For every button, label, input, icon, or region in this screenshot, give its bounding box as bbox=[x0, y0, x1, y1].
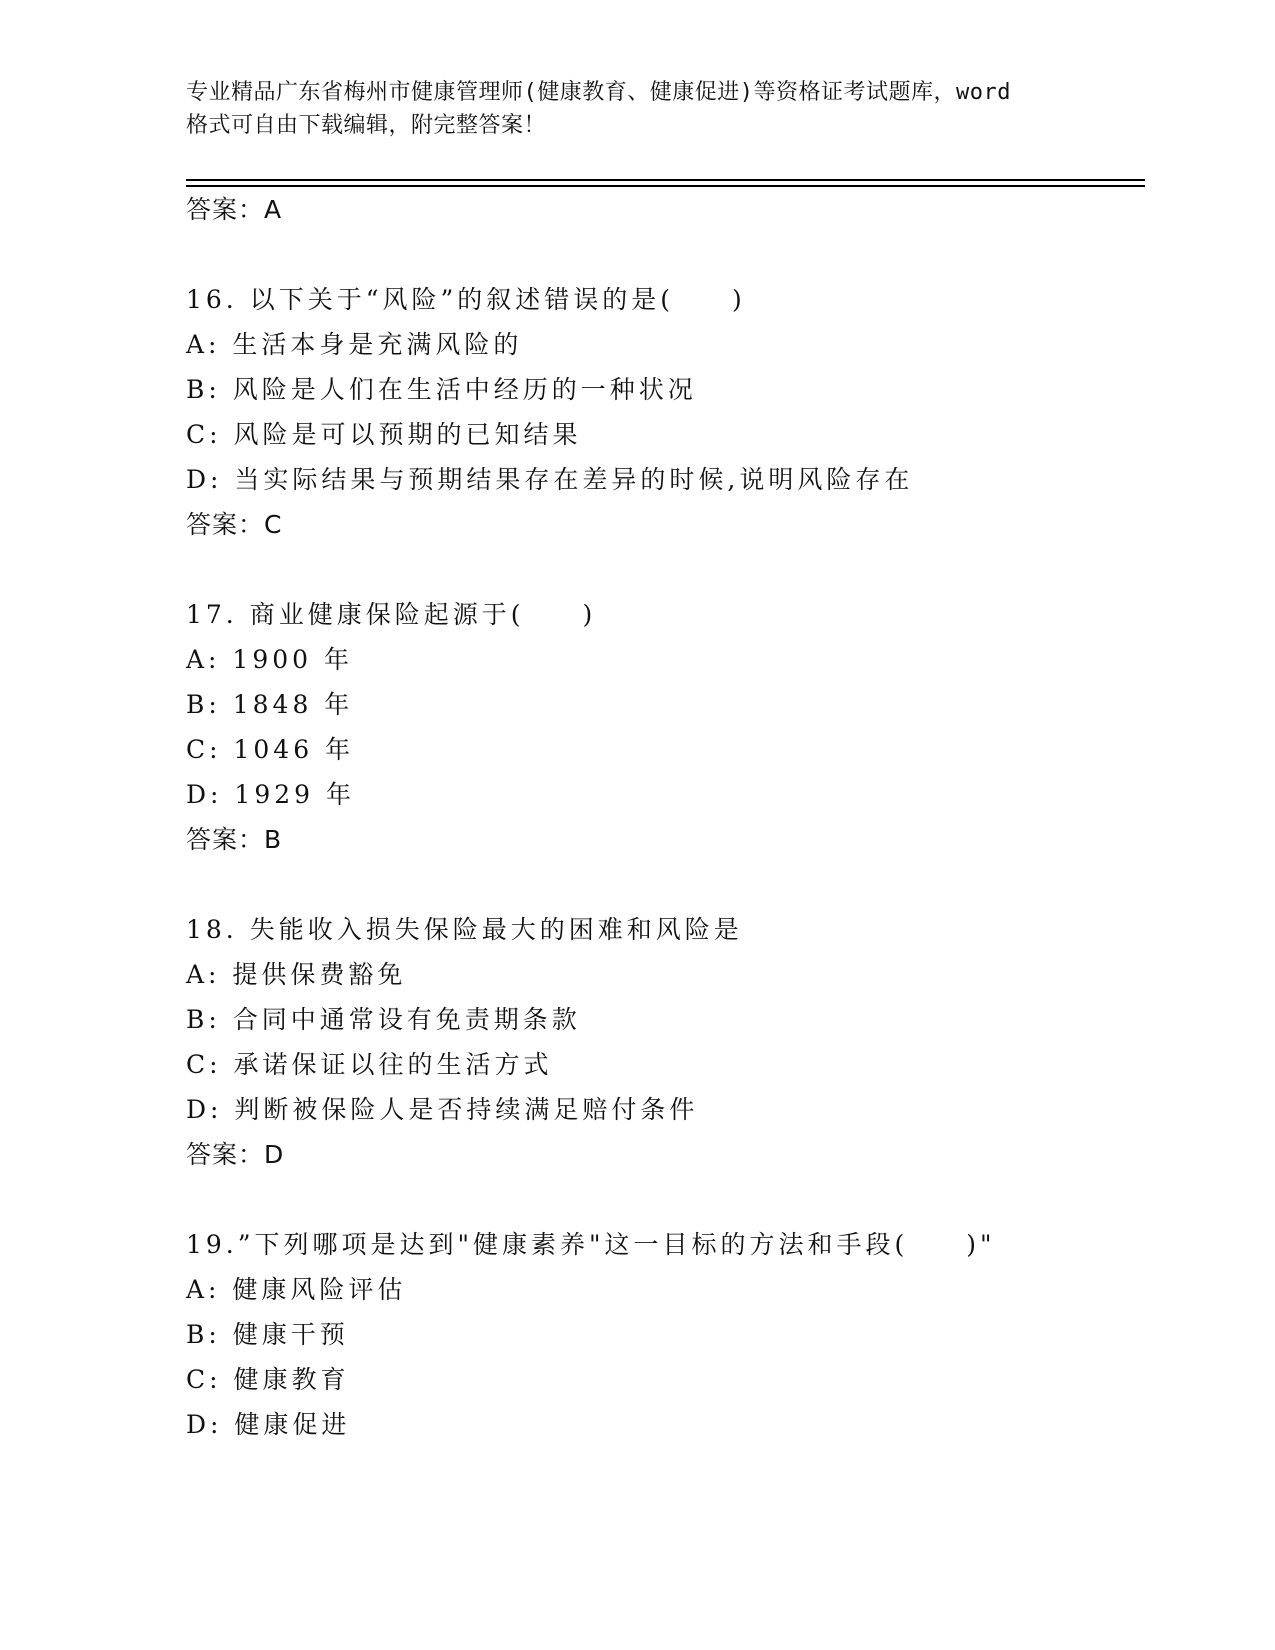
option-c: C: 承诺保证以往的生活方式 bbox=[186, 1050, 553, 1079]
option-d: D: 当实际结果与预期结果存在差异的时候,说明风险存在 bbox=[186, 465, 914, 494]
option-b: B: 风险是人们在生活中经历的一种状况 bbox=[186, 375, 697, 404]
question-stem: 18. 失能收入损失保险最大的困难和风险是 bbox=[186, 915, 743, 944]
option-d: D: 1929 年 bbox=[186, 780, 355, 809]
option-c: C: 风险是可以预期的已知结果 bbox=[186, 420, 582, 449]
option-a: A: 1900 年 bbox=[186, 645, 353, 674]
answer-label: 答案：C bbox=[186, 510, 283, 539]
option-a: A: 生活本身是充满风险的 bbox=[186, 330, 523, 359]
answer-label: 答案：B bbox=[186, 825, 283, 854]
option-a: A: 提供保费豁免 bbox=[186, 960, 407, 989]
option-b: B: 1848 年 bbox=[186, 690, 354, 719]
question-19 bbox=[186, 1222, 1136, 1447]
option-b: B: 合同中通常设有免责期条款 bbox=[186, 1005, 581, 1034]
option-a: A: 健康风险评估 bbox=[186, 1275, 407, 1304]
answer-label: 答案：D bbox=[186, 1140, 285, 1169]
question-18 bbox=[186, 907, 1136, 1177]
header-rule-top bbox=[186, 179, 1145, 181]
header-line-2: 格式可自由下载编辑，附完整答案！ bbox=[186, 113, 547, 138]
answer-label: 答案：A bbox=[186, 195, 283, 224]
document-header bbox=[186, 76, 1086, 142]
question-16 bbox=[186, 277, 1136, 547]
question-17 bbox=[186, 592, 1136, 862]
question-stem: 16. 以下关于“风险”的叙述错误的是( ) bbox=[186, 285, 746, 314]
question-list bbox=[186, 187, 1136, 1447]
question-stem: 17. 商业健康保险起源于( ) bbox=[186, 600, 597, 629]
option-c: C: 健康教育 bbox=[186, 1365, 350, 1394]
option-d: D: 判断被保险人是否持续满足赔付条件 bbox=[186, 1095, 699, 1124]
option-b: B: 健康干预 bbox=[186, 1320, 349, 1349]
option-d: D: 健康促进 bbox=[186, 1410, 351, 1439]
header-line-1: 专业精品广东省梅州市健康管理师(健康教育、健康促进)等资格证考试题库，word bbox=[186, 80, 1011, 105]
question-stem: 19.”下列哪项是达到"健康素养"这一目标的方法和手段( )" bbox=[186, 1230, 996, 1259]
option-c: C: 1046 年 bbox=[186, 735, 355, 764]
